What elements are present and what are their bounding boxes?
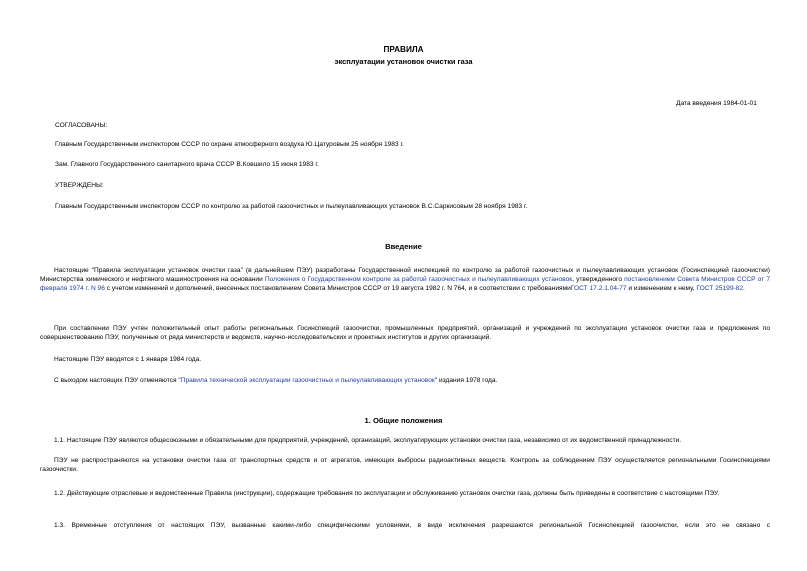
introduction-paragraph-1 (40, 266, 770, 293)
introduction-paragraph-2: При составлении ПЭУ учтен положительный опыт работы региональных Госинспекций газоочистки, промышленных предприятий, организаций и учреждений по эксплуатации установок очистки газа и предложения по совершенствованию ПЭУ, полученные от ряда министерств и ведомств, научно-исследовательских и проектных институтов и других организаций. (40, 325, 770, 341)
section-1-paragraph-2: ПЭУ не распространяются на установки очистки газа от транспортных средств и от агрегатов, имеющих выбросы радиоактивных веществ. Контроль за соблюдением ПЭУ осуществляется региональными Госинспекциями газоочистки. (40, 457, 770, 473)
intro-p1-text-e: . (743, 285, 745, 292)
link-council-resolution-1974[interactable]: постановлением Совета Министров СССР от 7 февраля 1974 г. N 96 (40, 276, 770, 292)
introduction-paragraph-4 (54, 376, 497, 385)
approved-heading: УТВЕРЖДЕНЫ: (55, 182, 104, 189)
intro-p4-text-a: С выходом настоящих ПЭУ отменяются " (54, 377, 181, 384)
section-1-paragraph-4: 1.3. Временные отступления от настоящих ПЭУ, вызванные какими-либо специфическими условиями, в виде исключения разрешаются региональной Госинспекцией газоочистки, если это не связано с (54, 522, 770, 529)
introduction-paragraph-3: Настоящие ПЭУ вводятся с 1 января 1984 года. (54, 356, 202, 363)
intro-date: Дата введения 1984-01-01 (676, 100, 757, 107)
introduction-heading: Введение (385, 242, 422, 251)
agreed-heading: СОГЛАСОВАНЫ: (55, 122, 108, 129)
section-1-heading: 1. Общие положения (364, 416, 443, 425)
section-1-paragraph-3: 1.2. Действующие отраслевые и ведомственные Правила (инструкции), содержащие требования по эксплуатации и обслуживанию установок очистки газа, должны быть приведены в соответствие с настоящими ПЭУ. (54, 490, 720, 497)
intro-p1-text-b: , утвержденного (572, 276, 625, 283)
intro-p1-text-d: и изменением к нему, (626, 285, 697, 292)
intro-p1-text-c: с учетом изменений и дополнений, внесенных постановлением Совета Министров СССР от 19 августа 1982 г. N 764, и в соответствии с требованиями (104, 285, 571, 292)
approved-line-1: Главным Государственным инспектором СССР по контролю за работой газоочистных и пылеулавливающих установок В.С.Саркисовым 28 ноября 1983 г. (55, 203, 528, 210)
section-1-paragraph-1: 1.1. Настоящие ПЭУ являются общесоюзными и обязательными для предприятий, учреждений, организаций, эксплуатирующих установки очистки газа, независимо от их ведомственной принадлежности. (54, 437, 682, 444)
agreed-line-2: Зам. Главного Государственного санитарного врача СССР В.Ковшило 15 июня 1983 г. (55, 161, 319, 168)
link-technical-operation-rules-1978[interactable]: Правила технической эксплуатации газоочистных и пылеулавливающих установок (180, 377, 435, 384)
agreed-line-1: Главным Государственным инспектором СССР по охране атмосферного воздуха Ю.Цатуровым 25 ноября 1983 г. (55, 141, 404, 148)
link-gost-17-2-1-04-77[interactable]: ГОСТ 17.2.1.04-77 (570, 285, 627, 292)
intro-p4-text-b: " издания 1978 года. (434, 377, 498, 384)
document-subtitle: эксплуатации установок очистки газа (334, 57, 473, 66)
link-gost-25199-82[interactable]: ГОСТ 25199-82 (696, 285, 744, 292)
intro-p1-text-a: Настоящие "Правила эксплуатации установок очистки газа" (в дальнейшем ПЭУ) разработаны Государственной инспекцией по контролю за работой газоочистных и пылеулавливающих установок (Госинспекцией газоочистки) Министерства химического и нефтяного машиностроения на основании (40, 267, 770, 283)
link-gas-cleaning-regulation[interactable]: Положения о Государственном контроле за работой газоочистных и пылеулавливающих установок (264, 276, 573, 283)
document-title: ПРАВИЛА (383, 45, 424, 54)
